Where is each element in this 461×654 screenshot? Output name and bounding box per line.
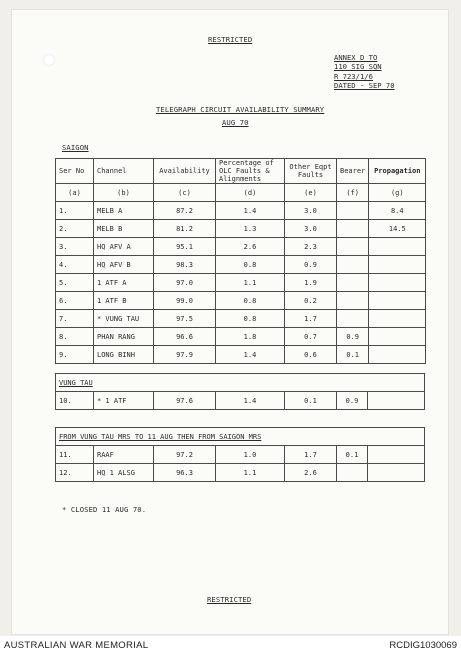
other-eqpt-cell: 0.2 bbox=[285, 292, 337, 310]
propagation-cell bbox=[369, 238, 426, 256]
ser-no-cell: 3. bbox=[56, 238, 94, 256]
channel-cell: * 1 ATF bbox=[94, 392, 154, 410]
letter-cell: (c) bbox=[154, 184, 216, 202]
header-other-eqpt: Other Eqpt Faults bbox=[285, 159, 337, 184]
letter-cell: (g) bbox=[369, 184, 426, 202]
channel-cell: 1 ATF B bbox=[94, 292, 154, 310]
bearer-cell: 0.9 bbox=[337, 328, 369, 346]
document-title: TELEGRAPH CIRCUIT AVAILABILITY SUMMARY bbox=[156, 105, 325, 114]
availability-cell: 97.0 bbox=[154, 274, 216, 292]
olc-faults-cell: 0.8 bbox=[216, 256, 285, 274]
document-month: AUG 70 bbox=[222, 118, 249, 127]
section-row bbox=[56, 374, 425, 392]
propagation-cell bbox=[369, 274, 426, 292]
archive-caption-bar bbox=[0, 636, 461, 654]
olc-faults-cell: 0.8 bbox=[216, 292, 285, 310]
letter-cell: (a) bbox=[56, 184, 94, 202]
propagation-cell bbox=[369, 328, 426, 346]
propagation-cell bbox=[368, 392, 425, 410]
annex-line: R 723/1/6 bbox=[334, 71, 373, 81]
channel-cell: HQ AFV B bbox=[94, 256, 154, 274]
other-eqpt-cell: 3.0 bbox=[285, 202, 337, 220]
ser-no-cell: 8. bbox=[56, 328, 94, 346]
availability-cell: 97.6 bbox=[154, 392, 216, 410]
ser-no-cell: 12. bbox=[56, 464, 94, 482]
annex-reference bbox=[334, 53, 395, 90]
header-channel: Channel bbox=[94, 159, 154, 184]
availability-cell: 99.0 bbox=[154, 292, 216, 310]
table-row bbox=[56, 328, 426, 346]
olc-faults-cell: 1.1 bbox=[216, 274, 285, 292]
bearer-cell bbox=[337, 220, 369, 238]
ser-no-cell: 11. bbox=[56, 446, 94, 464]
olc-faults-cell: 1.4 bbox=[216, 392, 285, 410]
header-ser-no: Ser No bbox=[56, 159, 94, 184]
table-row bbox=[56, 256, 426, 274]
propagation-cell bbox=[369, 310, 426, 328]
table-header-row bbox=[56, 159, 426, 184]
table-row bbox=[56, 292, 426, 310]
annex-line: 110 SIG SQN bbox=[334, 62, 382, 72]
table-row bbox=[56, 346, 426, 364]
bearer-cell: 0.9 bbox=[337, 392, 368, 410]
propagation-cell bbox=[369, 346, 426, 364]
availability-table bbox=[55, 158, 426, 364]
olc-faults-cell: 1.0 bbox=[216, 446, 285, 464]
availability-cell: 95.1 bbox=[154, 238, 216, 256]
header-olc-faults: Percentage of OLC Faults & Alignments bbox=[216, 159, 285, 184]
annex-line: ANNEX D TO bbox=[334, 53, 378, 62]
bearer-cell: 0.1 bbox=[337, 346, 369, 364]
other-eqpt-cell: 2.3 bbox=[285, 238, 337, 256]
other-eqpt-cell: 1.7 bbox=[285, 446, 337, 464]
channel-cell: RAAF bbox=[94, 446, 154, 464]
other-eqpt-cell: 1.7 bbox=[285, 310, 337, 328]
bearer-cell bbox=[337, 202, 369, 220]
table-row bbox=[56, 202, 426, 220]
other-eqpt-cell: 0.9 bbox=[285, 256, 337, 274]
olc-faults-cell: 2.6 bbox=[216, 238, 285, 256]
table-row bbox=[56, 310, 426, 328]
letter-cell: (f) bbox=[337, 184, 369, 202]
propagation-cell: 14.5 bbox=[369, 220, 426, 238]
ser-no-cell: 10. bbox=[56, 392, 94, 410]
bearer-cell bbox=[337, 238, 369, 256]
ser-no-cell: 5. bbox=[56, 274, 94, 292]
bearer-cell bbox=[337, 256, 369, 274]
propagation-cell: 8.4 bbox=[369, 202, 426, 220]
bearer-cell bbox=[337, 292, 369, 310]
table-body-saigon bbox=[56, 202, 426, 364]
propagation-cell bbox=[368, 464, 425, 482]
availability-cell: 81.2 bbox=[154, 220, 216, 238]
punch-hole bbox=[44, 55, 54, 65]
section-label-vung-tau: VUNG TAU bbox=[59, 378, 93, 387]
ser-no-cell: 2. bbox=[56, 220, 94, 238]
archive-id: RCDIG1030069 bbox=[389, 640, 457, 651]
bearer-cell bbox=[337, 274, 369, 292]
olc-faults-cell: 1.1 bbox=[216, 464, 285, 482]
availability-cell: 97.9 bbox=[154, 346, 216, 364]
availability-cell: 96.6 bbox=[154, 328, 216, 346]
other-eqpt-cell: 2.6 bbox=[285, 464, 337, 482]
olc-faults-cell: 1.3 bbox=[216, 220, 285, 238]
olc-faults-cell: 1.8 bbox=[216, 328, 285, 346]
propagation-cell bbox=[369, 256, 426, 274]
table-row bbox=[56, 392, 425, 410]
channel-cell: 1 ATF A bbox=[94, 274, 154, 292]
other-eqpt-cell: 0.7 bbox=[285, 328, 337, 346]
availability-cell: 97.2 bbox=[154, 446, 216, 464]
table-body-from-vung-tau bbox=[56, 446, 425, 482]
channel-cell: MELB A bbox=[94, 202, 154, 220]
channel-cell: * VUNG TAU bbox=[94, 310, 154, 328]
section-row bbox=[56, 428, 425, 446]
footer-classification: RESTRICTED bbox=[207, 595, 252, 604]
ser-no-cell: 7. bbox=[56, 310, 94, 328]
propagation-cell bbox=[368, 446, 425, 464]
table-row bbox=[56, 220, 426, 238]
table-letter-row bbox=[56, 184, 426, 202]
olc-faults-cell: 1.4 bbox=[216, 202, 285, 220]
header-propagation: Propagation bbox=[369, 159, 426, 184]
table-row bbox=[56, 464, 425, 482]
header-bearer: Bearer bbox=[337, 159, 369, 184]
channel-cell: LONG BINH bbox=[94, 346, 154, 364]
other-eqpt-cell: 0.1 bbox=[285, 392, 337, 410]
table-row bbox=[56, 238, 426, 256]
ser-no-cell: 4. bbox=[56, 256, 94, 274]
annex-line: DATED - SEP 70 bbox=[334, 80, 395, 90]
other-eqpt-cell: 3.0 bbox=[285, 220, 337, 238]
other-eqpt-cell: 0.6 bbox=[285, 346, 337, 364]
letter-cell: (b) bbox=[94, 184, 154, 202]
ser-no-cell: 9. bbox=[56, 346, 94, 364]
propagation-cell bbox=[369, 292, 426, 310]
availability-cell: 97.5 bbox=[154, 310, 216, 328]
other-eqpt-cell: 1.9 bbox=[285, 274, 337, 292]
ser-no-cell: 6. bbox=[56, 292, 94, 310]
table-row bbox=[56, 274, 426, 292]
ser-no-cell: 1. bbox=[56, 202, 94, 220]
bearer-cell bbox=[337, 310, 369, 328]
footnote: * CLOSED 11 AUG 70. bbox=[62, 505, 147, 514]
olc-faults-cell: 1.4 bbox=[216, 346, 285, 364]
availability-cell: 98.3 bbox=[154, 256, 216, 274]
table-body-vung-tau bbox=[56, 392, 425, 410]
header-classification: RESTRICTED bbox=[208, 35, 253, 44]
channel-cell: HQ 1 ALSG bbox=[94, 464, 154, 482]
section-label-from-vung-tau: FROM VUNG TAU MRS TO 11 AUG THEN FROM SAIGON MRS bbox=[59, 432, 262, 441]
channel-cell: MELB B bbox=[94, 220, 154, 238]
table-row bbox=[56, 446, 425, 464]
letter-cell: (d) bbox=[216, 184, 285, 202]
channel-cell: HQ AFV A bbox=[94, 238, 154, 256]
header-availability: Availability bbox=[154, 159, 216, 184]
bearer-cell bbox=[337, 464, 368, 482]
availability-cell: 87.2 bbox=[154, 202, 216, 220]
archive-name: AUSTRALIAN WAR MEMORIAL bbox=[4, 640, 149, 651]
availability-table-vung-tau bbox=[55, 373, 425, 410]
olc-faults-cell: 0.8 bbox=[216, 310, 285, 328]
bearer-cell: 0.1 bbox=[337, 446, 368, 464]
availability-cell: 96.3 bbox=[154, 464, 216, 482]
availability-table-from-vung-tau bbox=[55, 427, 425, 482]
section-label-saigon: SAIGON bbox=[62, 143, 89, 152]
channel-cell: PHAN RANG bbox=[94, 328, 154, 346]
letter-cell: (e) bbox=[285, 184, 337, 202]
